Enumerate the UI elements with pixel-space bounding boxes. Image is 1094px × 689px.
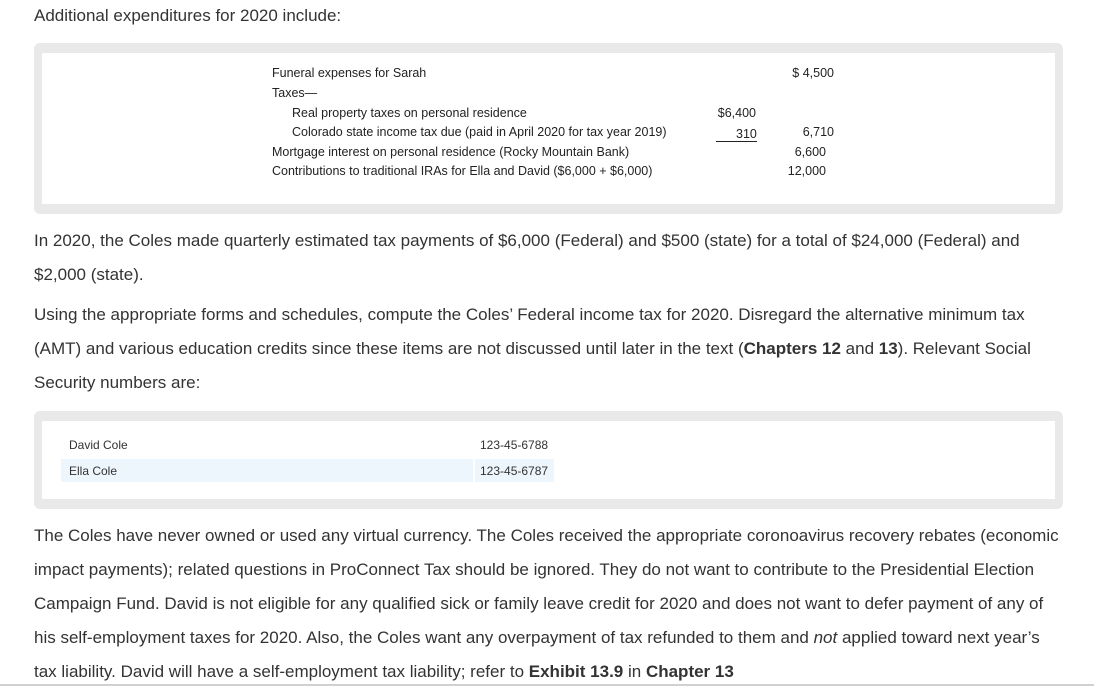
mortgage-total: 6,600 (794, 145, 826, 159)
ira-label: Contributions to traditional IRAs for Ella and David ($6,000 + $6,000) (272, 164, 653, 178)
funeral-total: $ 4,500 (792, 66, 834, 80)
ssn-value: 123-45-6788 (480, 438, 549, 452)
taxes-label: Taxes— (272, 86, 318, 100)
cell-divider (473, 459, 475, 482)
conditions-paragraph (34, 519, 1064, 689)
chapter-13-ref: 13 (878, 339, 898, 358)
conditions-text-b: applied toward next year’s tax liability. David will have a self-employment tax liability; refer to (34, 628, 1040, 681)
colorado-amount-cell (716, 125, 756, 144)
expenditures-table (42, 53, 1055, 204)
table-row (61, 459, 554, 482)
ssn-panel (34, 411, 1063, 509)
ssn-name: Ella Cole (69, 464, 118, 478)
exhibit-ref: Exhibit 13.9 (528, 662, 624, 681)
mortgage-label: Mortgage interest on personal residence (Rocky Mountain Bank) (272, 145, 630, 159)
taxes-total: 6,710 (802, 125, 834, 139)
instructions-text-b: and (840, 339, 879, 358)
instructions-paragraph (34, 298, 1064, 400)
table-row (61, 433, 554, 456)
estimated-payments-paragraph: In 2020, the Coles made quarterly estimated tax payments of $6,000 (Federal) and $500 (state) for a total of $24,000 (Federal) and $2,000 (state). (34, 231, 1020, 284)
conditions-text-a: The Coles have never owned or used any virtual currency. The Coles received the appropriate coronoavirus recovery rebates (economic impact payments); related questions in ProConnect Tax should be ignored. They do not want to contribute to the Presidential Election Campaign Fund. David is not eligible for any qualified sick or family leave credit for 2020 and does not want to defer payment of any of his self-employment taxes for 2020. Also, the Coles want any overpayment of tax refunded to them and (34, 526, 1059, 647)
ssn-name: David Cole (69, 438, 128, 452)
not-emphasis: not (813, 628, 838, 647)
chapters-12-ref: Chapters 12 (743, 339, 841, 358)
funeral-label: Funeral expenses for Sarah (272, 66, 427, 80)
expenditures-panel (34, 43, 1063, 214)
intro-text: Additional expenditures for 2020 include: (34, 6, 342, 25)
instructions-text-c: ). Relevant Social Security numbers are: (34, 339, 1031, 392)
colorado-label: Colorado state income tax due (paid in April 2020 for tax year 2019) (292, 125, 667, 139)
colorado-amount: 310 (716, 127, 757, 142)
real-property-amount: $6,400 (717, 106, 756, 120)
ssn-value: 123-45-6787 (480, 464, 549, 478)
ira-total: 12,000 (787, 164, 826, 178)
chapter-13-ref: Chapter 13 (645, 662, 734, 681)
instructions-text-a: Using the appropriate forms and schedules, compute the Coles’ Federal income tax for 2020. Disregard the alternative minimum tax (AMT) and various education credits since these items are not discussed until later in the text ( (34, 305, 1025, 358)
real-property-label: Real property taxes on personal residence (292, 106, 527, 120)
conditions-text-c: in (623, 662, 646, 681)
ssn-table (42, 421, 1055, 499)
